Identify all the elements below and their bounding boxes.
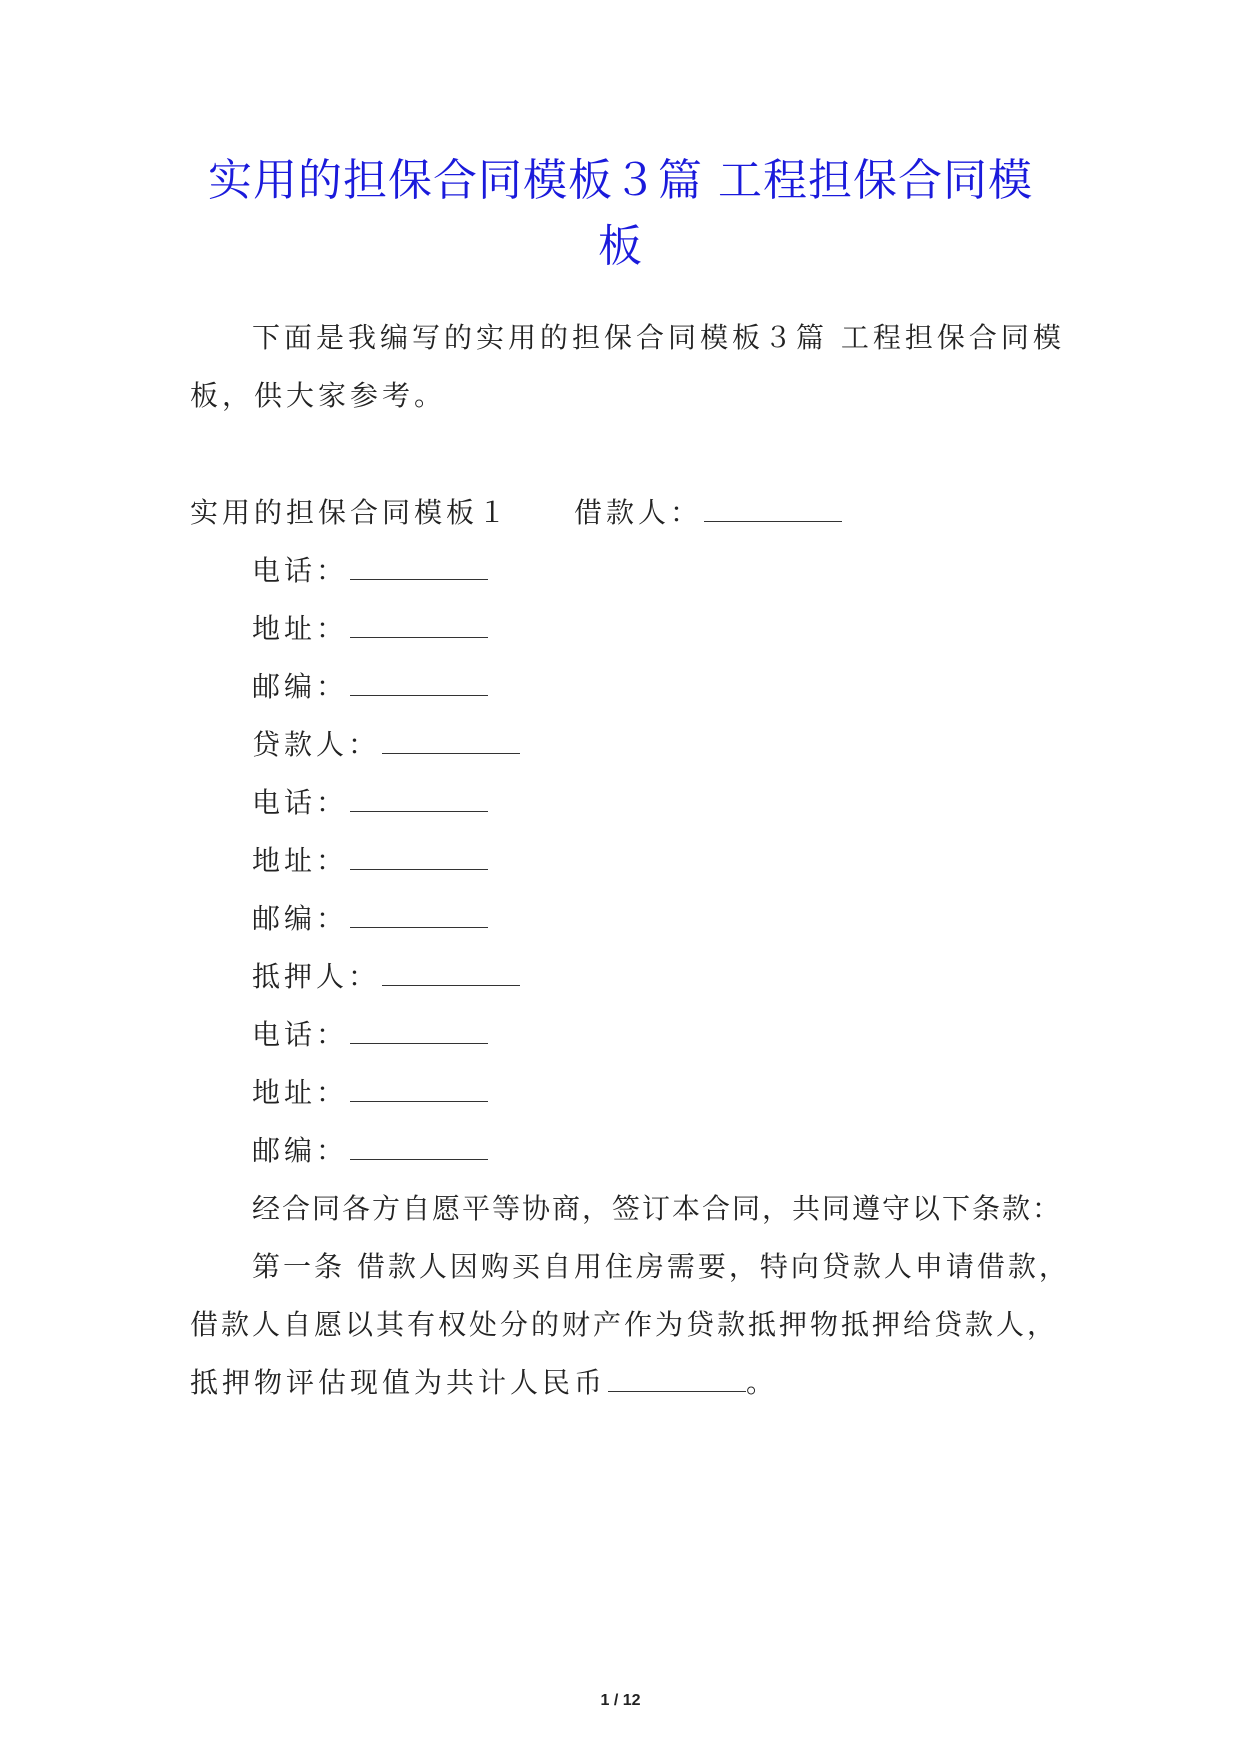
borrower-postcode-blank: [350, 669, 488, 696]
borrower-address-blank: [350, 611, 488, 638]
mortgagor-blank: [382, 959, 520, 986]
section-heading-row: [190, 493, 842, 533]
lender-address-blank: [350, 843, 488, 870]
borrower-address-label: 地址：: [252, 612, 349, 645]
mortgagor-phone-row: [252, 1015, 488, 1055]
borrower-phone-label: 电话：: [252, 554, 349, 587]
lender-postcode-blank: [350, 901, 488, 928]
mortgagor-postcode-row: [252, 1131, 488, 1171]
borrower-phone-blank: [350, 553, 488, 580]
mortgagor-label: 抵押人：: [252, 960, 381, 993]
lender-phone-blank: [350, 785, 488, 812]
borrower-phone-row: [252, 551, 488, 591]
borrower-blank: [704, 495, 842, 522]
title-line-1: 实用的担保合同模板３篇 工程担保合同模: [208, 155, 1033, 206]
clause-1-line-3-text: 抵押物评估现值为共计人民币: [190, 1366, 607, 1399]
clause-1-line-1: 第一条 借款人因购买自用住房需要，特向贷款人申请借款，: [252, 1250, 1070, 1283]
title-line-2: 板: [598, 221, 643, 272]
section-heading: 实用的担保合同模板１: [190, 496, 511, 529]
mortgagor-phone-blank: [350, 1017, 488, 1044]
mortgagor-address-blank: [350, 1075, 488, 1102]
intro-line-1: 下面是我编写的实用的担保合同模板３篇 工程担保合同模: [252, 321, 1065, 354]
clause-1-line-3-end: 。: [746, 1366, 779, 1399]
lender-address-row: [252, 841, 488, 881]
mortgagor-phone-label: 电话：: [252, 1018, 349, 1051]
agreement-line: 经合同各方自愿平等协商，签订本合同，共同遵守以下条款：: [252, 1192, 1063, 1225]
mortgagor-address-label: 地址：: [252, 1076, 349, 1109]
borrower-postcode-label: 邮编：: [252, 670, 349, 703]
clause-1-line-3: [190, 1363, 778, 1403]
lender-blank: [382, 727, 520, 754]
mortgagor-postcode-blank: [350, 1133, 488, 1160]
lender-postcode-row: [252, 899, 488, 939]
borrower-postcode-row: [252, 667, 488, 707]
borrower-address-row: [252, 609, 488, 649]
clause-1-line-2: 借款人自愿以其有权处分的财产作为贷款抵押物抵押给贷款人，: [190, 1308, 1059, 1341]
mortgagor-row: [252, 957, 520, 997]
mortgagor-postcode-label: 邮编：: [252, 1134, 349, 1167]
lender-row: [252, 725, 520, 765]
lender-address-label: 地址：: [252, 844, 349, 877]
lender-phone-row: [252, 783, 488, 823]
amount-blank: [608, 1365, 746, 1392]
lender-phone-label: 电话：: [252, 786, 349, 819]
lender-postcode-label: 邮编：: [252, 902, 349, 935]
intro-line-2: 板，供大家参考。: [190, 379, 447, 412]
lender-label: 贷款人：: [252, 728, 381, 761]
page-indicator: 1 / 12: [600, 1692, 641, 1709]
document-title: [180, 148, 1061, 280]
borrower-label: 借款人：: [574, 496, 703, 529]
mortgagor-address-row: [252, 1073, 488, 1113]
